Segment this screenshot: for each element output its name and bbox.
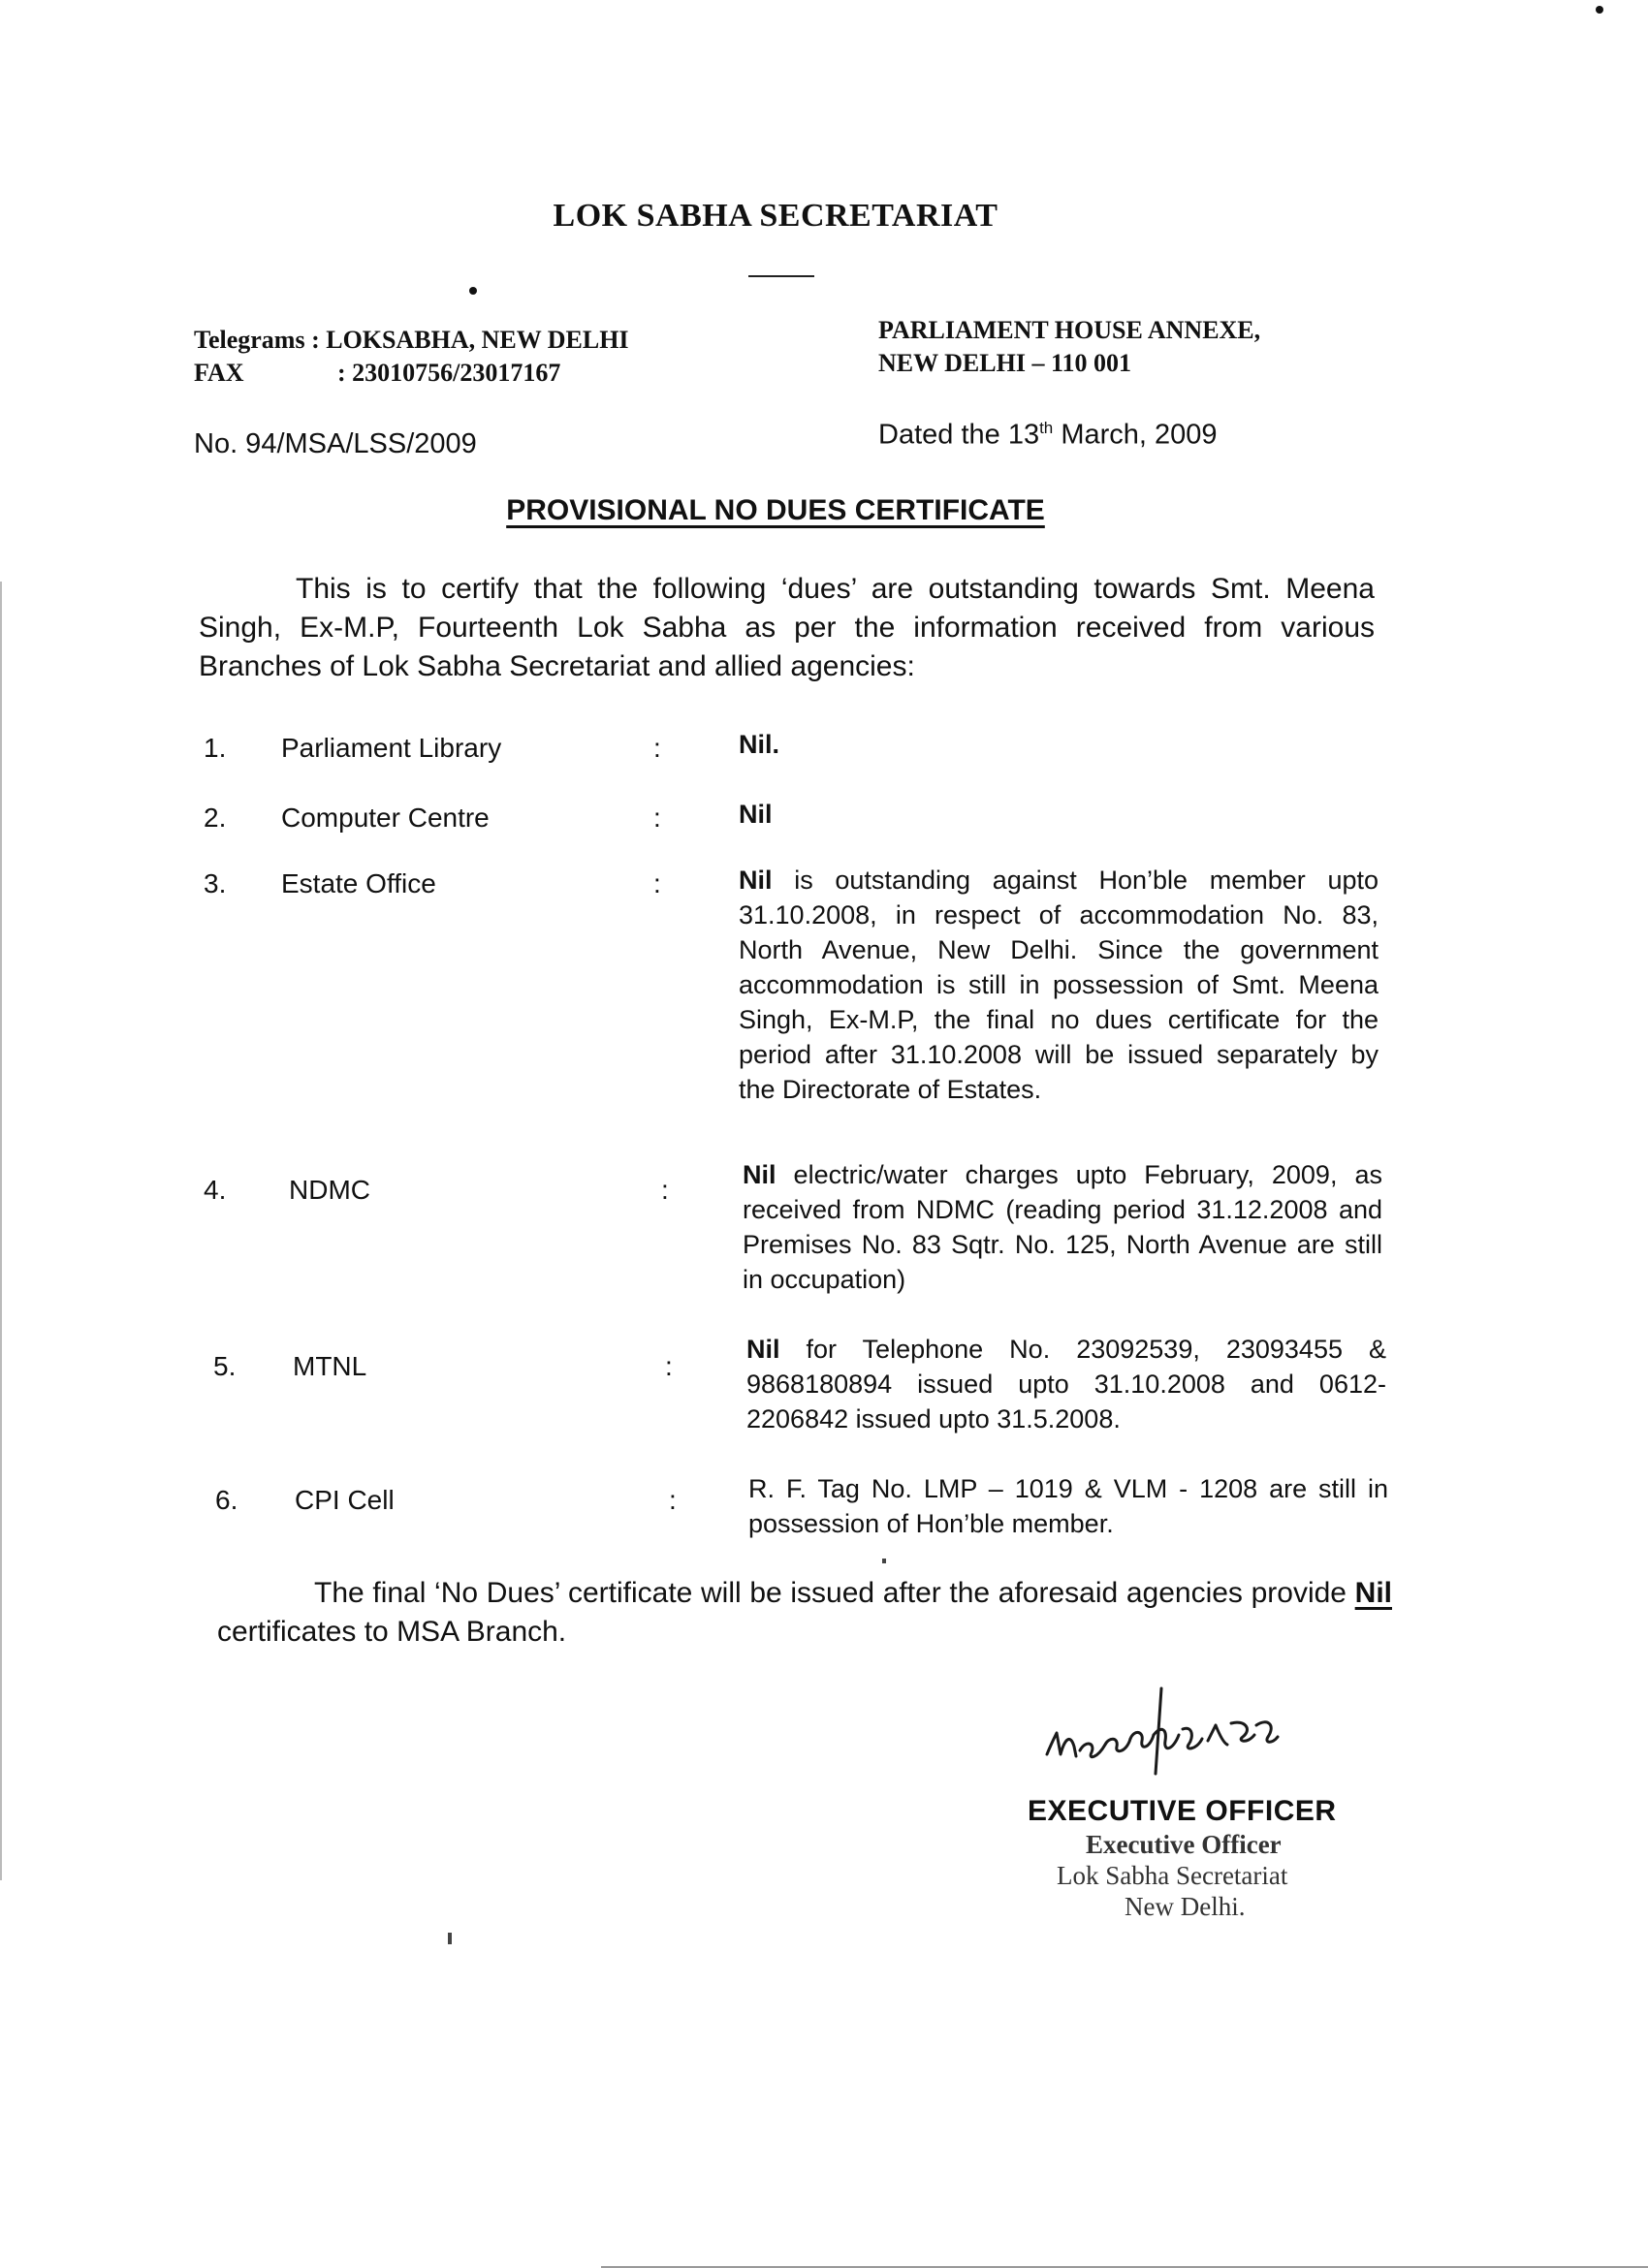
item-value-lead: Nil. — [739, 730, 780, 759]
closing-text-after: certificates to MSA Branch. — [217, 1616, 567, 1648]
item-number: 4. — [204, 1175, 227, 1205]
fax-label: FAX — [194, 359, 244, 387]
item-value-lead: Nil — [743, 1160, 776, 1189]
page-title: LOK SABHA SECRETARIAT — [553, 198, 998, 234]
item-value-rest: electric/water charges upto February, 2009, as received from NDMC (reading period 31.12.2008 and Premises No. 83 Sqtr. No. 125, North Avenue are still in occupation) — [743, 1160, 1382, 1294]
scan-edge — [0, 582, 2, 1880]
telegrams-line — [194, 324, 629, 357]
item-colon: : — [669, 1485, 677, 1515]
telegrams-value: LOKSABHA, NEW DELHI — [326, 326, 629, 354]
item-colon: : — [653, 733, 661, 763]
stamp-line-1: Executive Officer — [1086, 1830, 1282, 1859]
reference-date — [878, 419, 1218, 452]
item-number: 2. — [204, 803, 227, 833]
fax-line — [194, 357, 560, 390]
stamp-line-2: Lok Sabha Secretariat — [1057, 1861, 1288, 1890]
closing-text-before: The final ‘No Dues’ certificate will be issued after the aforesaid agencies provide — [314, 1577, 1355, 1609]
item-value — [739, 863, 1379, 1107]
date-superscript: th — [1039, 419, 1054, 437]
item-number: 6. — [215, 1485, 238, 1515]
item-colon: : — [653, 868, 661, 898]
date-prefix: Dated the 13 — [878, 419, 1040, 451]
item-value — [746, 1332, 1386, 1436]
item-name: Computer Centre — [281, 803, 490, 833]
scan-speck — [448, 1933, 452, 1944]
title-underline — [748, 275, 814, 277]
signature-date: 13/3/09 — [1231, 1725, 1235, 1726]
item-colon: : — [661, 1175, 669, 1205]
handwritten-signature — [1037, 1686, 1299, 1803]
address-line-2: NEW DELHI – 110 001 — [878, 349, 1132, 377]
signatory-title: EXECUTIVE OFFICER — [1028, 1795, 1337, 1827]
item-value — [739, 797, 1379, 832]
item-value-lead: Nil — [739, 866, 773, 895]
ink-dot — [469, 287, 477, 295]
certificate-heading: PROVISIONAL NO DUES CERTIFICATE — [506, 494, 1045, 526]
telegrams-label: Telegrams : — [194, 326, 320, 354]
item-number: 3. — [204, 868, 227, 898]
fax-value: : 23010756/23017167 — [337, 359, 561, 387]
item-value-rest: R. F. Tag No. LMP – 1019 & VLM - 1208 are still in possession of Hon’ble member. — [748, 1474, 1388, 1538]
address-line-1: PARLIAMENT HOUSE ANNEXE, — [878, 316, 1261, 344]
item-value-rest: for Telephone No. 23092539, 23093455 & 9868180894 issued upto 31.10.2008 and 0612-2206842 issued upto 31.5.2008. — [746, 1335, 1386, 1433]
item-value — [739, 727, 1379, 762]
item-value-rest: is outstanding against Hon’ble member upto 31.10.2008, in respect of accommodation No. 83, North Avenue, New Delhi. Since the government accommodation is still in possession of Smt. Meena Singh, Ex-M.P, the final no dues certificate for the period after 31.10.2008 will be issued separately by the Directorate of Estates. — [739, 866, 1379, 1104]
closing-nil: Nil — [1354, 1577, 1392, 1609]
item-name: CPI Cell — [295, 1485, 395, 1515]
item-number: 5. — [213, 1351, 237, 1381]
item-colon: : — [665, 1351, 673, 1381]
date-suffix: March, 2009 — [1053, 419, 1218, 451]
intro-paragraph: This is to certify that the following ‘dues’ are outstanding towards Smt. Meena Singh, Ex-M.P, Fourteenth Lok Sabha as per the information received from various Branches of Lok Sabha Secretariat and allied agencies: — [199, 573, 1375, 682]
item-number: 1. — [204, 733, 227, 763]
item-value-lead: Nil — [746, 1335, 780, 1364]
reference-number: No. 94/MSA/LSS/2009 — [194, 428, 477, 459]
item-value — [743, 1157, 1382, 1297]
item-name: MTNL — [293, 1351, 367, 1381]
item-value — [748, 1471, 1388, 1541]
item-name: Parliament Library — [281, 733, 502, 763]
item-name: Estate Office — [281, 868, 436, 898]
item-colon: : — [653, 803, 661, 833]
closing-paragraph — [217, 1574, 1392, 1652]
stamp-line-3: New Delhi. — [1125, 1892, 1246, 1921]
scan-speck — [882, 1559, 886, 1563]
item-value-lead: Nil — [739, 800, 773, 829]
ink-dot — [1596, 6, 1603, 14]
item-name: NDMC — [289, 1175, 370, 1205]
